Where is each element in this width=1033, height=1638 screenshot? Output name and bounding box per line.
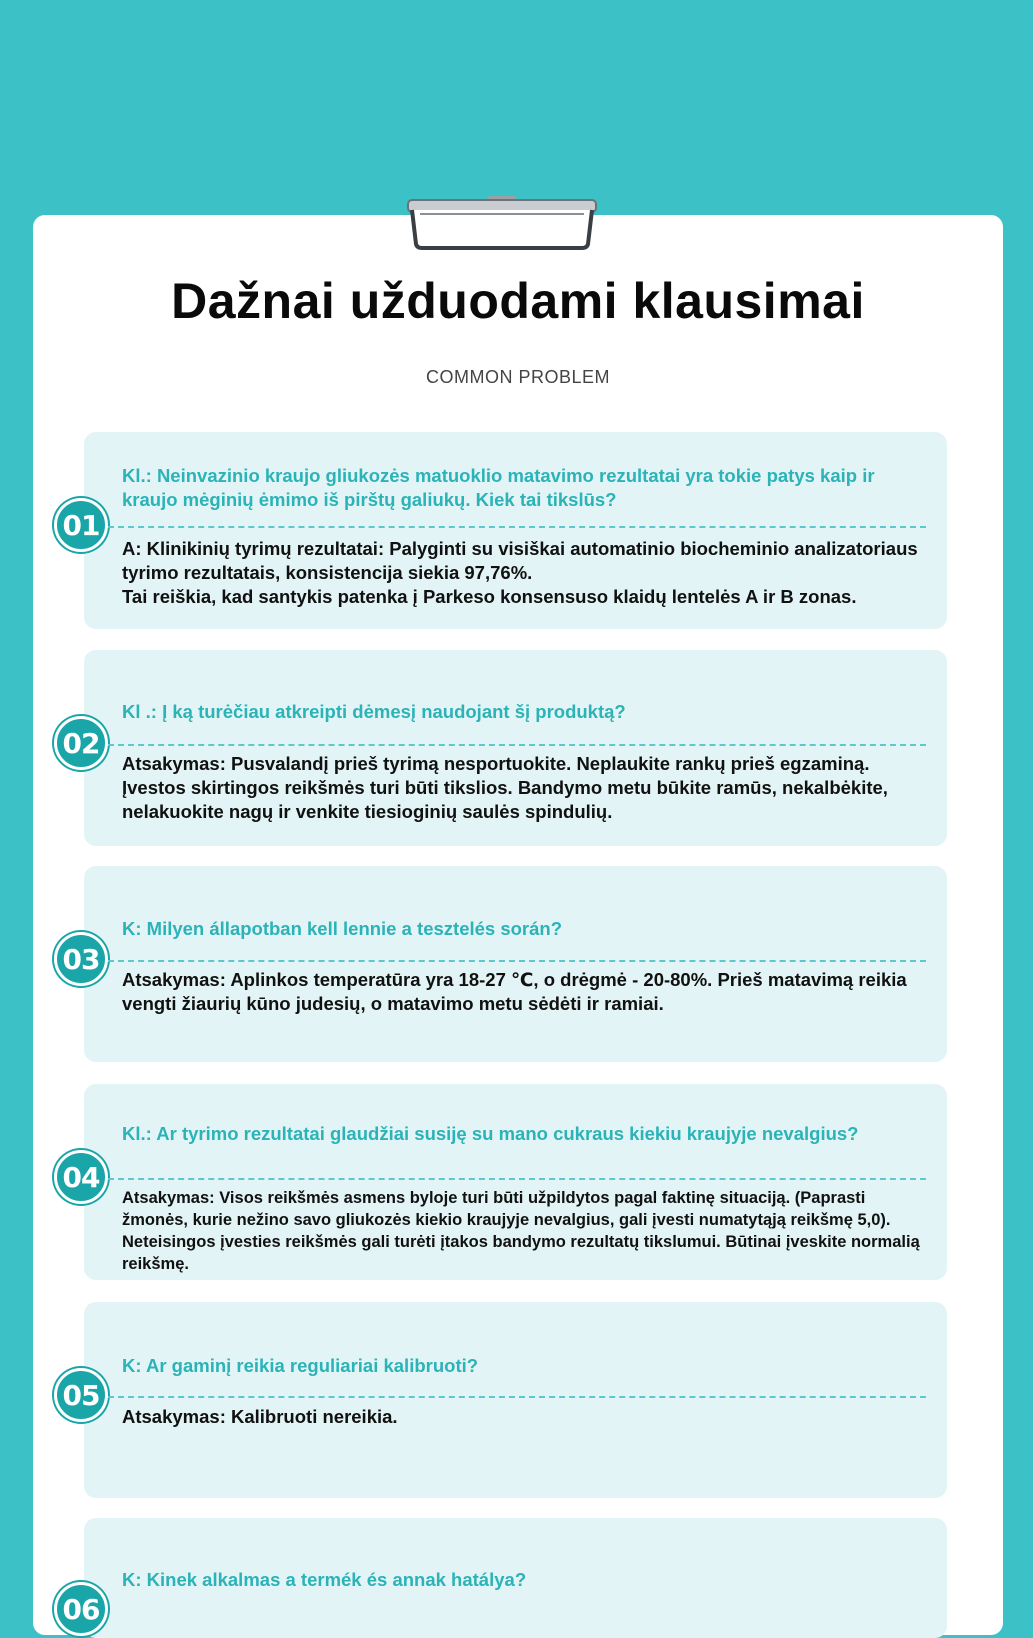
- faq-answer: Atsakymas: Visos reikšmės asmens byloje turi būti užpildytos pagal faktinę situaciją. (Paprasti žmonės, kurie nežino savo gliukozės kiekio kraujyje nevalgius, gali įvesti numatytąją reikšmę 5,0). Neteisingos įvesties reikšmės gali turėti įtakos bandymo rezultatų tikslumui. Būtinai įveskite normalią reikšmę.: [122, 1189, 920, 1273]
- faq-answer: A: Klinikinių tyrimų rezultatai: Palyginti su visiškai automatinio biocheminio analizatoriaus tyrimo rezultatais, konsistencija siekia 97,76%. Tai reiškia, kad santykis patenka į Parkeso konsensuso klaidų lentelės A ir B zonas.: [122, 538, 918, 607]
- faq-number-badge: 04: [54, 1150, 108, 1204]
- faq-answer: Atsakymas: Aplinkos temperatūra yra 18-27 ℃, o drėgmė - 20-80%. Prieš matavimą reikia vengti žiaurių kūno judesių, o matavimo metu sėdėti ir ramiai.: [122, 969, 907, 1014]
- faq-number-badge: 01: [54, 498, 108, 552]
- dashed-divider: [108, 1178, 926, 1180]
- faq-number-badge: 05: [54, 1368, 108, 1422]
- dashed-divider: [108, 744, 926, 746]
- faq-answer: Atsakymas: Pusvalandį prieš tyrimą nesportuokite. Neplaukite rankų prieš egzaminą. Įvestos skirtingos reikšmės turi būti tikslios. Bandymo metu būkite ramūs, nekalbėkite, nelakuokite nagų ir venkite tiesioginių saulės spindulių.: [122, 753, 888, 822]
- faq-card-5: [84, 1302, 947, 1498]
- dashed-divider: [108, 960, 926, 962]
- clipboard-clip-icon: [406, 196, 598, 250]
- faq-number-badge: 06: [54, 1582, 108, 1636]
- faq-question: K: Kinek alkalmas a termék és annak hatálya?: [122, 1569, 527, 1590]
- faq-card-3: [84, 866, 947, 1062]
- faq-question: K: Ar gaminį reikia reguliariai kalibruoti?: [122, 1355, 479, 1376]
- page-title: Dažnai užduodami klausimai: [171, 273, 865, 329]
- dashed-divider: [108, 1396, 926, 1398]
- faq-question: K: Milyen állapotban kell lennie a tesztelés során?: [122, 918, 563, 939]
- faq-question: Kl.: Ar tyrimo rezultatai glaudžiai susiję su mano cukraus kiekiu kraujyje nevalgius?: [122, 1123, 859, 1144]
- dashed-divider: [108, 526, 926, 528]
- page-subtitle: COMMON PROBLEM: [425, 367, 610, 387]
- faq-number-badge: 02: [54, 716, 108, 770]
- faq-number-badge: 03: [54, 932, 108, 986]
- faq-question: Kl .: Į ką turėčiau atkreipti dėmesį naudojant šį produktą?: [122, 701, 626, 722]
- faq-answer: Atsakymas: Kalibruoti nereikia.: [122, 1406, 398, 1427]
- faq-question: Kl.: Neinvazinio kraujo gliukozės matuoklio matavimo rezultatai yra tokie patys kaip ir kraujo mėginių ėmimo iš pirštų galiukų. Kiek tai tikslūs?: [122, 465, 875, 510]
